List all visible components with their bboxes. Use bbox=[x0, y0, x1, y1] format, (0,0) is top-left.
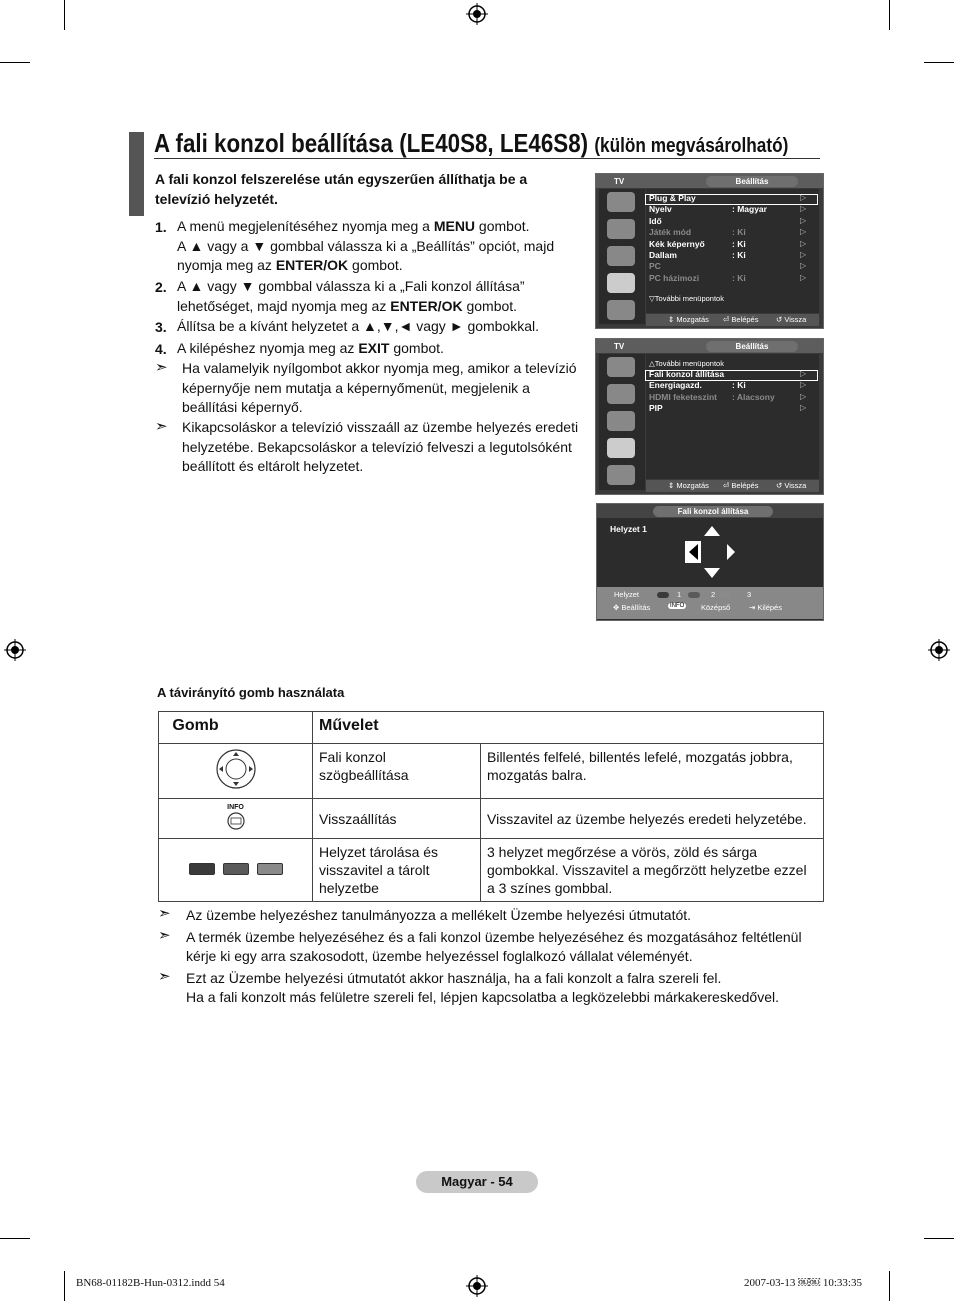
input-icon bbox=[607, 300, 635, 320]
sound-icon bbox=[607, 384, 635, 404]
step-number: 1. bbox=[155, 219, 167, 235]
menu-item-label[interactable]: PC házimozi bbox=[649, 272, 700, 283]
note-line: helyzetébe. Bekapcsoláskor a televízió felveszi a legutolsóként bbox=[182, 438, 572, 455]
footer-back: ↺ Vissza bbox=[776, 315, 807, 324]
screen-tv-label: TV bbox=[614, 177, 625, 186]
step-1-line-1: A menü megjelenítéséhez nyomja meg a MENU gombot. bbox=[177, 218, 530, 234]
step-1-line-2: A ▲ vagy a ▼ gombbal válassza ki a „Beállítás” opciót, majd bbox=[177, 237, 555, 254]
button-cell bbox=[159, 839, 313, 902]
submenu-triangle-icon: ▷ bbox=[800, 227, 807, 237]
screen-tv-label: TV bbox=[614, 342, 625, 351]
button-cell bbox=[159, 799, 313, 839]
crop-mark bbox=[924, 1238, 954, 1239]
table-caption: A távirányító gomb használata bbox=[157, 685, 345, 700]
channel-icon bbox=[607, 411, 635, 431]
action-cell: Helyzet tárolása és visszavitel a tárolt helyzetbe bbox=[313, 839, 481, 902]
note-line: beállítási képernyő. bbox=[182, 399, 303, 415]
more-items-label: ▽További menüpontok bbox=[649, 294, 724, 303]
screen-header bbox=[596, 174, 823, 188]
note-arrow-icon: ➣ bbox=[158, 968, 171, 985]
screen-tab: Fali konzol állítása bbox=[653, 506, 773, 517]
menu-item-value: : Ki bbox=[732, 238, 746, 249]
submenu-triangle-icon: ▷ bbox=[800, 250, 807, 259]
submenu-triangle-icon: ▷ bbox=[800, 261, 807, 271]
note-arrow-icon: ➣ bbox=[158, 905, 171, 922]
info-button-icon bbox=[226, 812, 246, 830]
footer-move: ⇕ Mozgatás bbox=[668, 315, 709, 324]
wall-mount-adjust-screen bbox=[596, 503, 824, 621]
footer-enter: ⏎ Belépés bbox=[723, 481, 759, 490]
step-number: 4. bbox=[155, 341, 167, 357]
step-2-line-1: A ▲ vagy ▼ gombbal válassza ki a „Fali konzol állítása” bbox=[177, 278, 525, 294]
footer-date: 2007-03-13 ￼￼ 10:33:35 bbox=[744, 1277, 862, 1289]
submenu-triangle-icon: ▷ bbox=[800, 204, 807, 214]
dpad-icon bbox=[215, 748, 257, 790]
title-accent-bar bbox=[129, 132, 144, 216]
title-main: A fali konzol beállítása (LE40S8, LE46S8) bbox=[154, 128, 589, 158]
red-dot bbox=[657, 592, 669, 598]
description-cell: Billentés felfelé, billentés lefelé, mozgatás jobbra, mozgatás balra. bbox=[481, 744, 824, 799]
pos-row-label: Helyzet bbox=[614, 590, 640, 599]
submenu-triangle-icon: ▷ bbox=[800, 272, 807, 282]
color-buttons-icon bbox=[189, 862, 283, 878]
footer-enter: ⏎ Belépés bbox=[723, 315, 759, 324]
note-1 bbox=[182, 359, 577, 418]
action-cell: Fali konzol szögbeállítása bbox=[313, 744, 481, 799]
note-line: beállított és eltárolt helyzetet. bbox=[182, 458, 364, 474]
footer-back: ↺ Vissza bbox=[776, 481, 807, 490]
note-line: képernyője nem mutatja a képernyőmenüt, megjelenik a bbox=[182, 379, 530, 396]
screen-header bbox=[597, 504, 823, 518]
info-badge: INFO bbox=[670, 603, 685, 609]
bottom-note-2-line-1: A termék üzembe helyezéséhez és a fali konzol üzembe helyezéséhez és mozgatásához feltétlenül bbox=[186, 929, 802, 945]
action-cell: Visszaállítás bbox=[313, 799, 481, 839]
table-row bbox=[159, 744, 824, 799]
picture-icon bbox=[607, 357, 635, 377]
remote-button-table bbox=[158, 711, 824, 902]
footer-move: ⇕ Mozgatás bbox=[668, 481, 709, 490]
step-1-line-3: nyomja meg az ENTER/OK gombot. bbox=[177, 257, 403, 273]
pos-number: 3 bbox=[747, 590, 752, 599]
crop-mark bbox=[0, 1238, 30, 1239]
menu-item-value: : Magyar bbox=[732, 204, 767, 215]
note-arrow-icon: ➣ bbox=[158, 927, 171, 944]
menu-item-value: : Ki bbox=[732, 227, 746, 238]
bottom-note-3-line-1: Ezt az Üzembe helyezési útmutatót akkor használja, ha a fali konzolt a falra szereli fel. bbox=[186, 970, 722, 986]
footer-file: BN68-01182B-Hun-0312.indd 54 bbox=[76, 1277, 225, 1289]
submenu-triangle-icon: ▷ bbox=[800, 238, 807, 248]
step-3: Állítsa be a kívánt helyzetet a ▲,▼,◄ vagy ► gombokkal. bbox=[177, 318, 540, 334]
note-arrow-icon: ➣ bbox=[155, 359, 168, 376]
setup-gear-icon bbox=[607, 273, 635, 293]
more-items-label: △További menüpontok bbox=[649, 359, 724, 368]
input-icon bbox=[607, 465, 635, 485]
description-cell: Visszavitel az üzembe helyezés eredeti helyzetébe. bbox=[481, 799, 824, 839]
page-number-badge: Magyar - 54 bbox=[416, 1171, 538, 1193]
menu-screen-setup-1 bbox=[595, 173, 824, 329]
screen-sidebar bbox=[599, 354, 645, 490]
header-button: Gomb bbox=[159, 712, 313, 744]
sound-icon bbox=[607, 219, 635, 239]
step-number: 2. bbox=[155, 279, 167, 295]
crop-mark bbox=[889, 0, 890, 30]
screen-tab: Beállítás bbox=[706, 176, 798, 187]
green-button-icon bbox=[223, 863, 249, 875]
menu-item-label[interactable]: Játék mód bbox=[649, 227, 692, 238]
footer-adjust: ✥ Beállítás bbox=[613, 603, 651, 612]
screen-sidebar bbox=[599, 189, 645, 324]
submenu-triangle-icon: ▷ bbox=[800, 403, 807, 413]
step-number: 3. bbox=[155, 319, 167, 335]
submenu-triangle-icon: ▷ bbox=[800, 380, 807, 390]
menu-item-label[interactable]: Fali konzol állítása bbox=[649, 369, 725, 379]
channel-icon bbox=[607, 246, 635, 266]
menu-item-label[interactable]: Idő bbox=[649, 215, 662, 226]
note-arrow-icon: ➣ bbox=[155, 418, 168, 435]
menu-item-label[interactable]: Nyelv bbox=[649, 204, 672, 215]
menu-item-label[interactable]: Dallam bbox=[649, 250, 677, 260]
menu-item-label[interactable]: PIP bbox=[649, 403, 663, 414]
menu-item-value: : Alacsony bbox=[732, 391, 775, 402]
intro-text: A fali konzol felszerelése után egyszerűen állíthatja be a televízió helyzetét. bbox=[155, 171, 528, 207]
step-1 bbox=[177, 217, 554, 276]
description-cell: 3 helyzet megőrzése a vörös, zöld és sárga gombokkal. Visszavitel a megőrzött helyzetbe ezzel a 3 színes gombbal. bbox=[481, 839, 824, 902]
direction-arrows-icon bbox=[682, 524, 742, 580]
green-dot bbox=[688, 592, 700, 598]
table-row bbox=[159, 839, 824, 902]
info-button-label: INFO bbox=[227, 803, 244, 811]
registration-mark-icon bbox=[4, 639, 26, 661]
menu-item-label[interactable]: PC bbox=[649, 261, 661, 272]
menu-item-value: : Ki bbox=[732, 272, 746, 283]
registration-mark-icon bbox=[466, 3, 488, 25]
bottom-note-2-line-2: kérje ki egy arra szakosodott, üzembe helyezéssel foglalkozó vállalat véleményét. bbox=[186, 948, 693, 964]
bottom-note-3-line-2: Ha a fali konzolt más felületre szereli fel, lépjen kapcsolatba a legközelebbi márkakereskedővel. bbox=[186, 989, 779, 1005]
picture-icon bbox=[607, 192, 635, 212]
button-cell bbox=[159, 744, 313, 799]
title-underline bbox=[154, 158, 820, 159]
menu-item-label[interactable]: Energiagazd. bbox=[649, 380, 702, 391]
screen-header bbox=[596, 339, 823, 353]
setup-gear-icon bbox=[607, 438, 635, 458]
note-2 bbox=[182, 418, 578, 477]
bottom-note-1: Az üzembe helyezéshez tanulmányozza a mellékelt Üzembe helyezési útmutatót. bbox=[186, 907, 692, 923]
table-header-row bbox=[159, 712, 824, 744]
footer-center: Középső bbox=[701, 603, 731, 612]
pos-number: 2 bbox=[711, 590, 716, 599]
menu-item-label[interactable]: Kék képernyő bbox=[649, 238, 705, 249]
yellow-button-icon bbox=[257, 863, 283, 875]
menu-item-label[interactable]: HDMI feketeszint bbox=[649, 391, 718, 402]
crop-mark bbox=[924, 62, 954, 63]
pos-number: 1 bbox=[677, 590, 682, 599]
submenu-triangle-icon: ▷ bbox=[800, 391, 807, 401]
red-button-icon bbox=[189, 863, 215, 875]
step-4: A kilépéshez nyomja meg az EXIT gombot. bbox=[177, 340, 444, 356]
footer-exit: ⇥ Kilépés bbox=[749, 603, 782, 612]
crop-mark bbox=[889, 1271, 890, 1301]
menu-item-label[interactable]: Plug & Play bbox=[649, 193, 696, 203]
step-2-line-2: lehetőséget, majd nyomja meg az ENTER/OK gombot. bbox=[177, 297, 518, 314]
menu-screen-setup-2 bbox=[595, 338, 824, 495]
note-line: Ha valamelyik nyílgombot akkor nyomja meg, amikor a televízió bbox=[182, 360, 577, 376]
screen-tab: Beállítás bbox=[706, 341, 798, 352]
table-row bbox=[159, 799, 824, 839]
yellow-dot bbox=[719, 592, 731, 598]
registration-mark-icon bbox=[466, 1275, 488, 1297]
position-label: Helyzet 1 bbox=[610, 524, 647, 534]
submenu-triangle-icon: ▷ bbox=[800, 215, 807, 225]
crop-mark bbox=[64, 0, 65, 30]
registration-mark-icon bbox=[928, 639, 950, 661]
crop-mark bbox=[64, 1271, 65, 1301]
note-line: Kikapcsoláskor a televízió visszaáll az üzembe helyezés eredeti bbox=[182, 419, 579, 435]
step-2 bbox=[177, 277, 525, 316]
header-operation: Művelet bbox=[313, 712, 824, 744]
page-title bbox=[154, 128, 788, 159]
crop-mark bbox=[0, 62, 30, 63]
title-sub: (külön megvásárolható) bbox=[594, 135, 789, 157]
submenu-triangle-icon: ▷ bbox=[800, 369, 807, 378]
menu-item-value: : Ki bbox=[732, 250, 746, 260]
menu-item-value: : Ki bbox=[732, 380, 746, 391]
submenu-triangle-icon: ▷ bbox=[800, 193, 807, 202]
